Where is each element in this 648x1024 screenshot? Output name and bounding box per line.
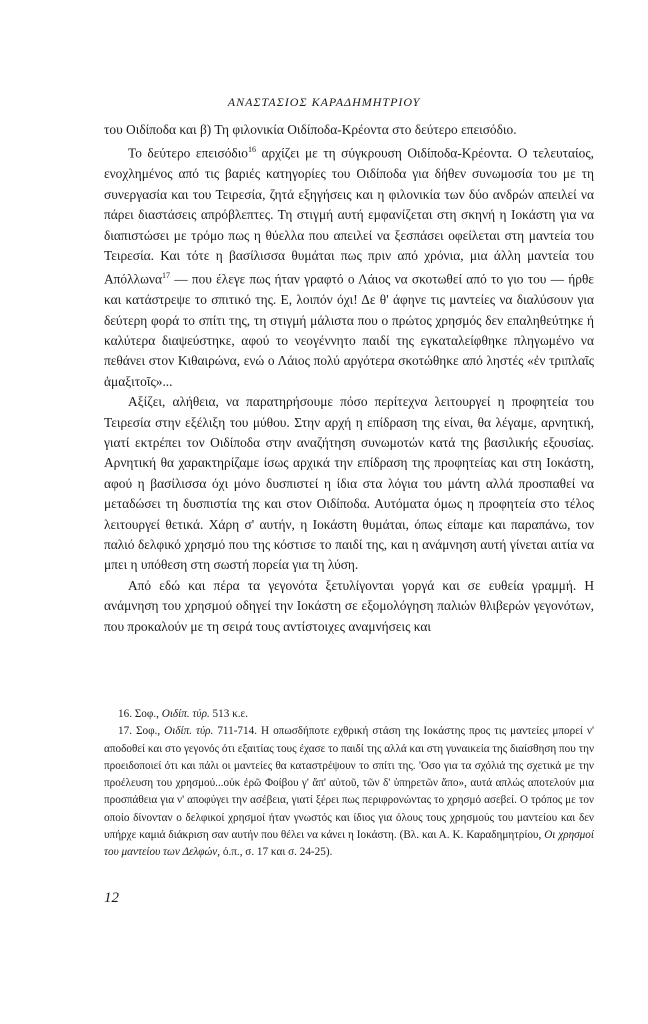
footnote-ref: 16 (248, 145, 256, 155)
footnotes (104, 706, 594, 862)
footnote-number: 17. (118, 725, 132, 738)
paragraph-text: αρχίζει με τη σύγκρουση Οιδίποδα-Κρέοντα. Ο τελευταίος, ενοχλημένος από τις βαριές κατηγορίες του Οιδίποδα για δήθεν συνωμοσία του με τη συνεργασία και του Τειρεσία, ζητά εξηγήσεις και η φιλονικία των δύο ανδρών απειλεί να πάρει διαστάσεις απρόβλεπτες. Τη στιγμή αυτή εμφανίζεται στη σκηνή η Ιοκάστη για να διαπιστώσει με τρόμο πως η θύελλα που απειλεί να ξεσπάσει οφείλεται στη μαντεία του Τειρεσία. Και τότε η βασίλισσα θυμάται πως πριν από χρόνια, μια άλλη μαντεία του Απόλλωνα (104, 145, 594, 287)
footnote-ref: 17 (162, 271, 170, 281)
footnote-work-title: Οιδίπ. τύρ. (161, 708, 210, 720)
footnote-text: , ό.π., σ. 17 και σ. 24-25). (217, 846, 333, 859)
footnote (104, 706, 594, 723)
body-text (104, 120, 594, 637)
footnote-text: Σοφ., (131, 708, 162, 720)
running-head: ΑΝΑΣΤΑΣΙΟΣ ΚΑΡΑΔΗΜΗΤΡΙΟΥ (227, 95, 421, 109)
footnote-text: 513 κ.ε. (209, 708, 249, 720)
paragraph: του Οιδίποδα και β) Τη φιλονικία Οιδίποδα-Κρέοντα στο δεύτερο επεισόδιο. (104, 122, 517, 137)
footnote-number: 16. (118, 708, 132, 720)
footnote-work-title: Οιδίπ. τύρ. (164, 725, 214, 738)
paragraph: Από εδώ και πέρα τα γεγονότα ξετυλίγονται γοργά και σε ευθεία γραμμή. Η ανάμνηση του χρησμού οδηγεί την Ιοκάστη σε εξομολόγηση παλιών θλιβερών γεγονότων, που προκαλούν με τη σειρά τους αντίστοιχες αναμνήσεις και (104, 577, 594, 634)
footnote-text: 711-714. Η οπωσδήποτε εχθρική στάση της Ιοκάστης προς τις μαντείες μπορεί ν' αποδοθεί και στο γεγονός ότι εξαιτίας τους έχασε το παιδί της αλλά και στη γυναικεία της διαίσθηση που την προειδοποιεί ότι και πάλι οι μαντείες θα καταστρέψουν το σπίτι της. 'Οσο για τα σχόλιά της σχετικά με την προέλευση του χρησμού...οὐκ ἐρῶ Φοίβου γ' ἄπ' αὐτοῦ, τῶν δ' ὑπηρετῶν ἄπο», αυτά απλώς αποτελούν μια προσπάθεια για ν' αποφύγει την ασέβεια, γιατί ξέρει πως περιφρονώντας το χρησμό ασεβεί. Ο τρόπος με τον οποίο δίνονταν ο δελφικοί χρησμοί ήταν γνωστός και ίδιος για όλους τους χρησμούς του μαντείου και δεν υπήρχε καμιά διάκριση σαν αυτήν που θέλει να κάνει η Ιοκάστη. (Βλ. και Α. Κ. Καραδημητρίου, (104, 725, 594, 842)
paragraph (104, 140, 594, 392)
footnote (104, 723, 594, 861)
paragraph-text: Το δεύτερο επεισόδιο (128, 145, 248, 161)
footnote-text: Σοφ., (131, 725, 165, 738)
paragraph-text: — που έλεγε πως ήταν γραφτό ο Λάιος να σκοτωθεί από το γιο του — ήρθε και κατάστρεψε το σπιτικό της. Ε, λοιπόν όχι! Δε θ' άφηνε τις μαντείες να διαλύσουν για δεύτερη φορά το σπίτι της, τη στιγμή μάλιστα που ο πρώτος χρησμός δεν επαληθεύτηκε ή καλύτερα διαψεύστηκε, αφού το νεογέννητο παιδί της εγκαταλείφθηκε πληγωμένο να πεθάνει στον Κιθαιρώνα, ενώ ο Λάιος πολύ αργότερα σκοτώθηκε από ληστές «ἐν τριπλαῖς ἁμαξιτοῖς»... (104, 271, 594, 389)
paragraph: Αξίζει, αλήθεια, να παρατηρήσουμε πόσο περίτεχνα λειτουργεί η προφητεία του Τειρεσία στην εξέλιξη του μύθου. Στην αρχή η επίδραση της είναι, θα λέγαμε, αρνητική, γιατί εκτρέπει τον Οιδίποδα στην αναζήτηση συνωμοτών κατά της βασιλικής εξουσίας. Αρνητική θα χαρακτηρίζαμε ίσως αρχικά την επίδραση της προφητείας και στη Ιοκάστη, αφού η βασίλισσα όχι μόνο δυσπιστεί η ίδια στα λόγια του μάντη αλλά προσπαθεί να μεταδώσει τη δυσπιστία της και στον Οιδίποδα. Αυτόματα όμως η προφητεία στο τέλος λειτουργεί θετικά. Χάρη σ' αυτήν, η Ιοκάστη θυμάται, όπως είπαμε και παραπάνω, τον παλιό δελφικό χρησμό που της κόστισε το παιδί της, και η ανάμνηση αυτή γίνεται αιτία να μπει η υπόθεση στη σωστή πορεία για τη λύση. (104, 394, 594, 573)
page-number: 12 (104, 890, 119, 906)
footnote-work-title: Οι χρησμοί του μαντείου των Δελφών (104, 829, 594, 859)
